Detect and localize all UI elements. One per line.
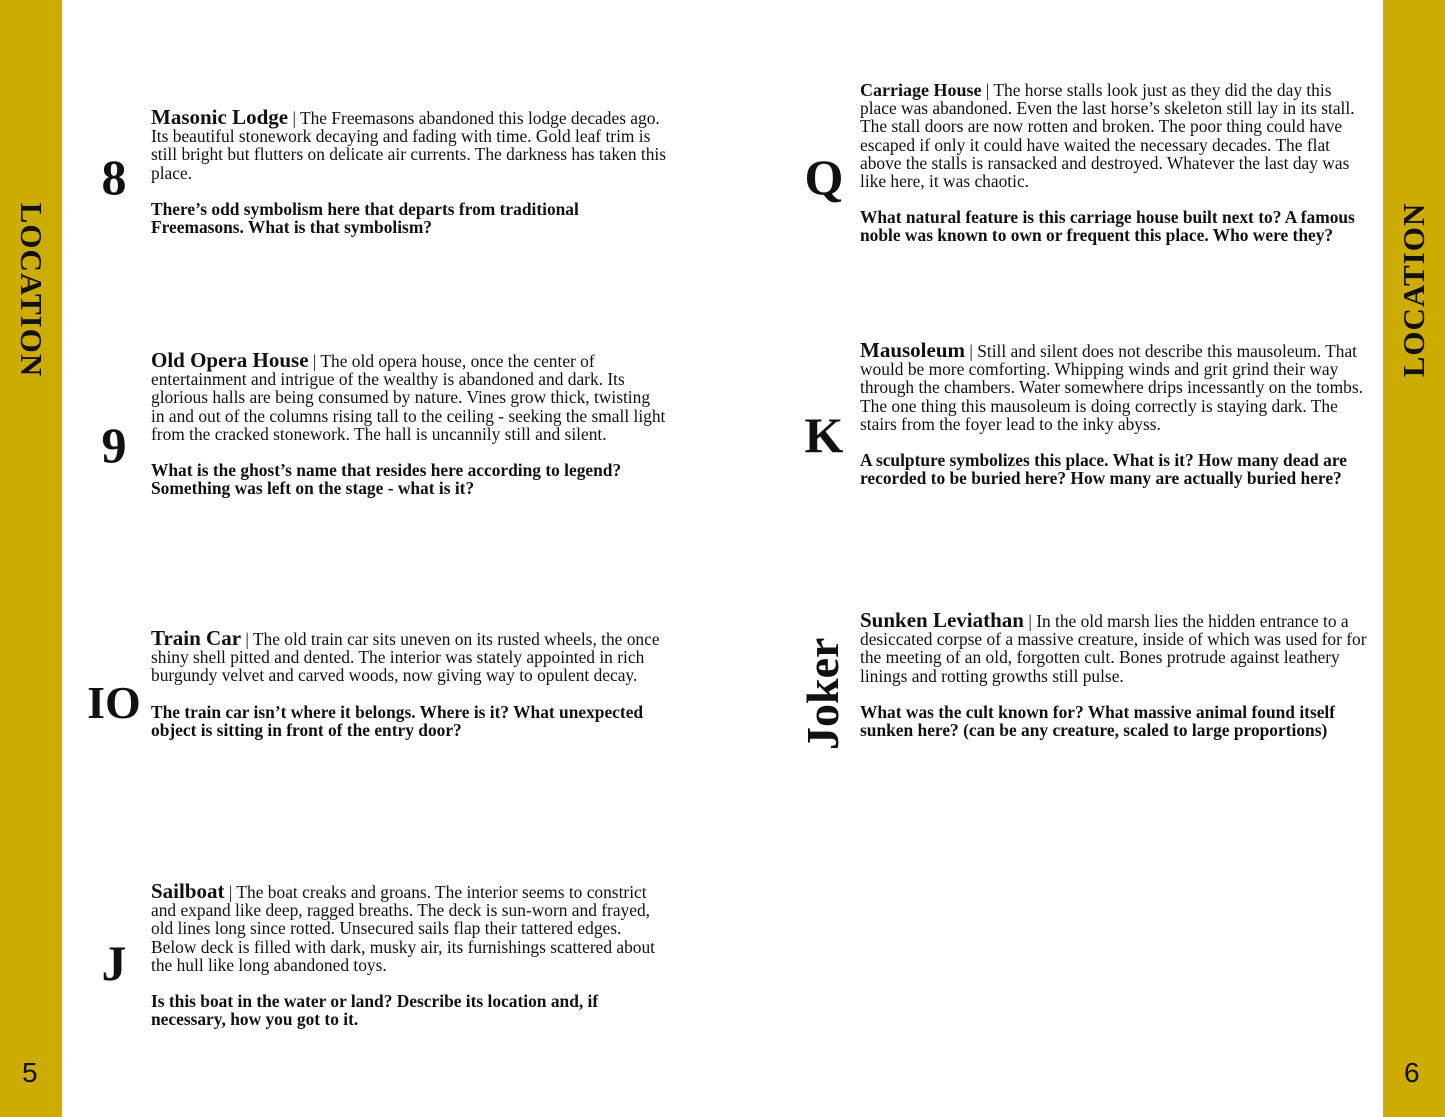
title-separator: | xyxy=(969,341,973,361)
location-entry xyxy=(151,348,666,499)
entry-description xyxy=(860,608,1370,686)
title-separator: | xyxy=(245,629,249,649)
entry-body: The old train car sits uneven on its rusted wheels, the once shiny shell pitted and dented. The interior was stately appointed in rich burgundy velvet and carved woods, now giving way to opulent decay. xyxy=(151,629,660,686)
card-marker: IO xyxy=(87,677,141,728)
entry-question: What natural feature is this carriage house built next to? A famous noble was known to own or frequent this place. Who were they? xyxy=(860,207,1355,246)
entry-body: In the old marsh lies the hidden entrance to a desiccated corpse of a massive creature, inside of which was used for for the meeting of an old, forgotten cult. Bones protrude against leathery linings and rotting growths still pulse. xyxy=(860,611,1367,686)
right-margin-band xyxy=(1383,0,1445,1117)
card-marker: 9 xyxy=(101,417,127,473)
entry-body: The boat creaks and groans. The interior seems to constrict and expand like deep, ragged breaths. The deck is sun-worn and frayed, old lines long since rotted. Unsecured sails flap their tattered edges. Below deck is filled with dark, musky air, its furnishings scattered about the hull like long abandoned toys. xyxy=(151,882,656,975)
card-marker: Joker xyxy=(797,637,848,750)
entry-question: A sculpture symbolizes this place. What is it? How many dead are recorded to be buried here? How many are actually buried here? xyxy=(860,450,1347,489)
entry-description xyxy=(151,626,666,686)
entry-body: The old opera house, once the center of entertainment and intrigue of the wealthy is abandoned and dark. Its glorious halls are being consumed by nature. Vines grow thick, twisting in and out of the columns rising tall to the ceiling - seeking the small light from the cracked stonework. The hall is uncannily still and silent. xyxy=(151,351,666,444)
entry-description xyxy=(151,879,666,975)
location-entry xyxy=(151,105,666,238)
entry-description xyxy=(860,338,1370,434)
entry-question: Is this boat in the water or land? Describe its location and, if necessary, how you got to it. xyxy=(151,991,599,1030)
location-entry xyxy=(151,879,666,1030)
entry-title: Carriage House xyxy=(860,80,982,100)
entry-body: Still and silent does not describe this mausoleum. That would be more comforting. Whipping winds and grit grind their way through the chambers. Water somewhere drips incessantly on the tombs. The one thing this mausoleum is doing correctly is staying dark. The stairs from the foyer lead to the inky abyss. xyxy=(860,341,1363,434)
title-separator: | xyxy=(292,108,296,128)
title-separator: | xyxy=(312,351,317,371)
right-side-label: LOCATION xyxy=(1396,202,1431,378)
entry-title: Train Car xyxy=(151,626,242,650)
location-entry xyxy=(860,608,1370,741)
left-page-number: 5 xyxy=(22,1057,38,1088)
card-marker: 8 xyxy=(101,149,127,205)
card-marker: Q xyxy=(804,149,844,205)
entry-question: What was the cult known for? What massive animal found itself sunken here? (can be any creature, scaled to large proportions) xyxy=(860,701,1336,741)
entry-body: The Freemasons abandoned this lodge decades ago. Its beautiful stonework decaying and fading with time. Gold leaf trim is still bright but flutters on delicate air currents. The darkness has taken this place. xyxy=(151,108,666,183)
title-separator: | xyxy=(228,882,233,902)
card-marker: K xyxy=(804,407,844,463)
entry-question: What is the ghost’s name that resides here according to legend? Something was left on the stage - what is it? xyxy=(151,460,622,499)
entry-title: Masonic Lodge xyxy=(151,105,289,129)
title-separator: | xyxy=(985,80,990,100)
location-entry xyxy=(151,626,666,740)
location-entry xyxy=(860,338,1370,489)
entry-title: Old Opera House xyxy=(151,348,309,372)
entry-description xyxy=(860,81,1370,190)
entry-description xyxy=(151,105,666,183)
entry-body: The horse stalls look just as they did the day this place was abandoned. Even the last horse’s skeleton still lay in its stall. The stall doors are now rotten and broken. The poor thing could have escaped if only it could have waited the necessary decades. The flat above the stalls is ransacked and destroyed. Whatever the last day was like here, it was chaotic. xyxy=(860,80,1355,192)
entry-question: The train car isn’t where it belongs. Where is it? What unexpected object is sitting in front of the entry door? xyxy=(151,701,644,740)
left-margin-band xyxy=(0,0,62,1117)
entry-description xyxy=(151,348,666,444)
entry-question: There’s odd symbolism here that departs from traditional Freemasons. What is that symbolism? xyxy=(151,198,579,238)
left-side-label: LOCATION xyxy=(14,202,49,378)
entry-title: Sunken Leviathan xyxy=(860,608,1024,632)
entry-title: Mausoleum xyxy=(860,338,965,362)
card-marker: J xyxy=(101,935,127,991)
entry-title: Sailboat xyxy=(151,879,225,903)
location-entry xyxy=(860,81,1370,245)
title-separator: | xyxy=(1028,611,1032,631)
right-page-number: 6 xyxy=(1404,1057,1420,1088)
